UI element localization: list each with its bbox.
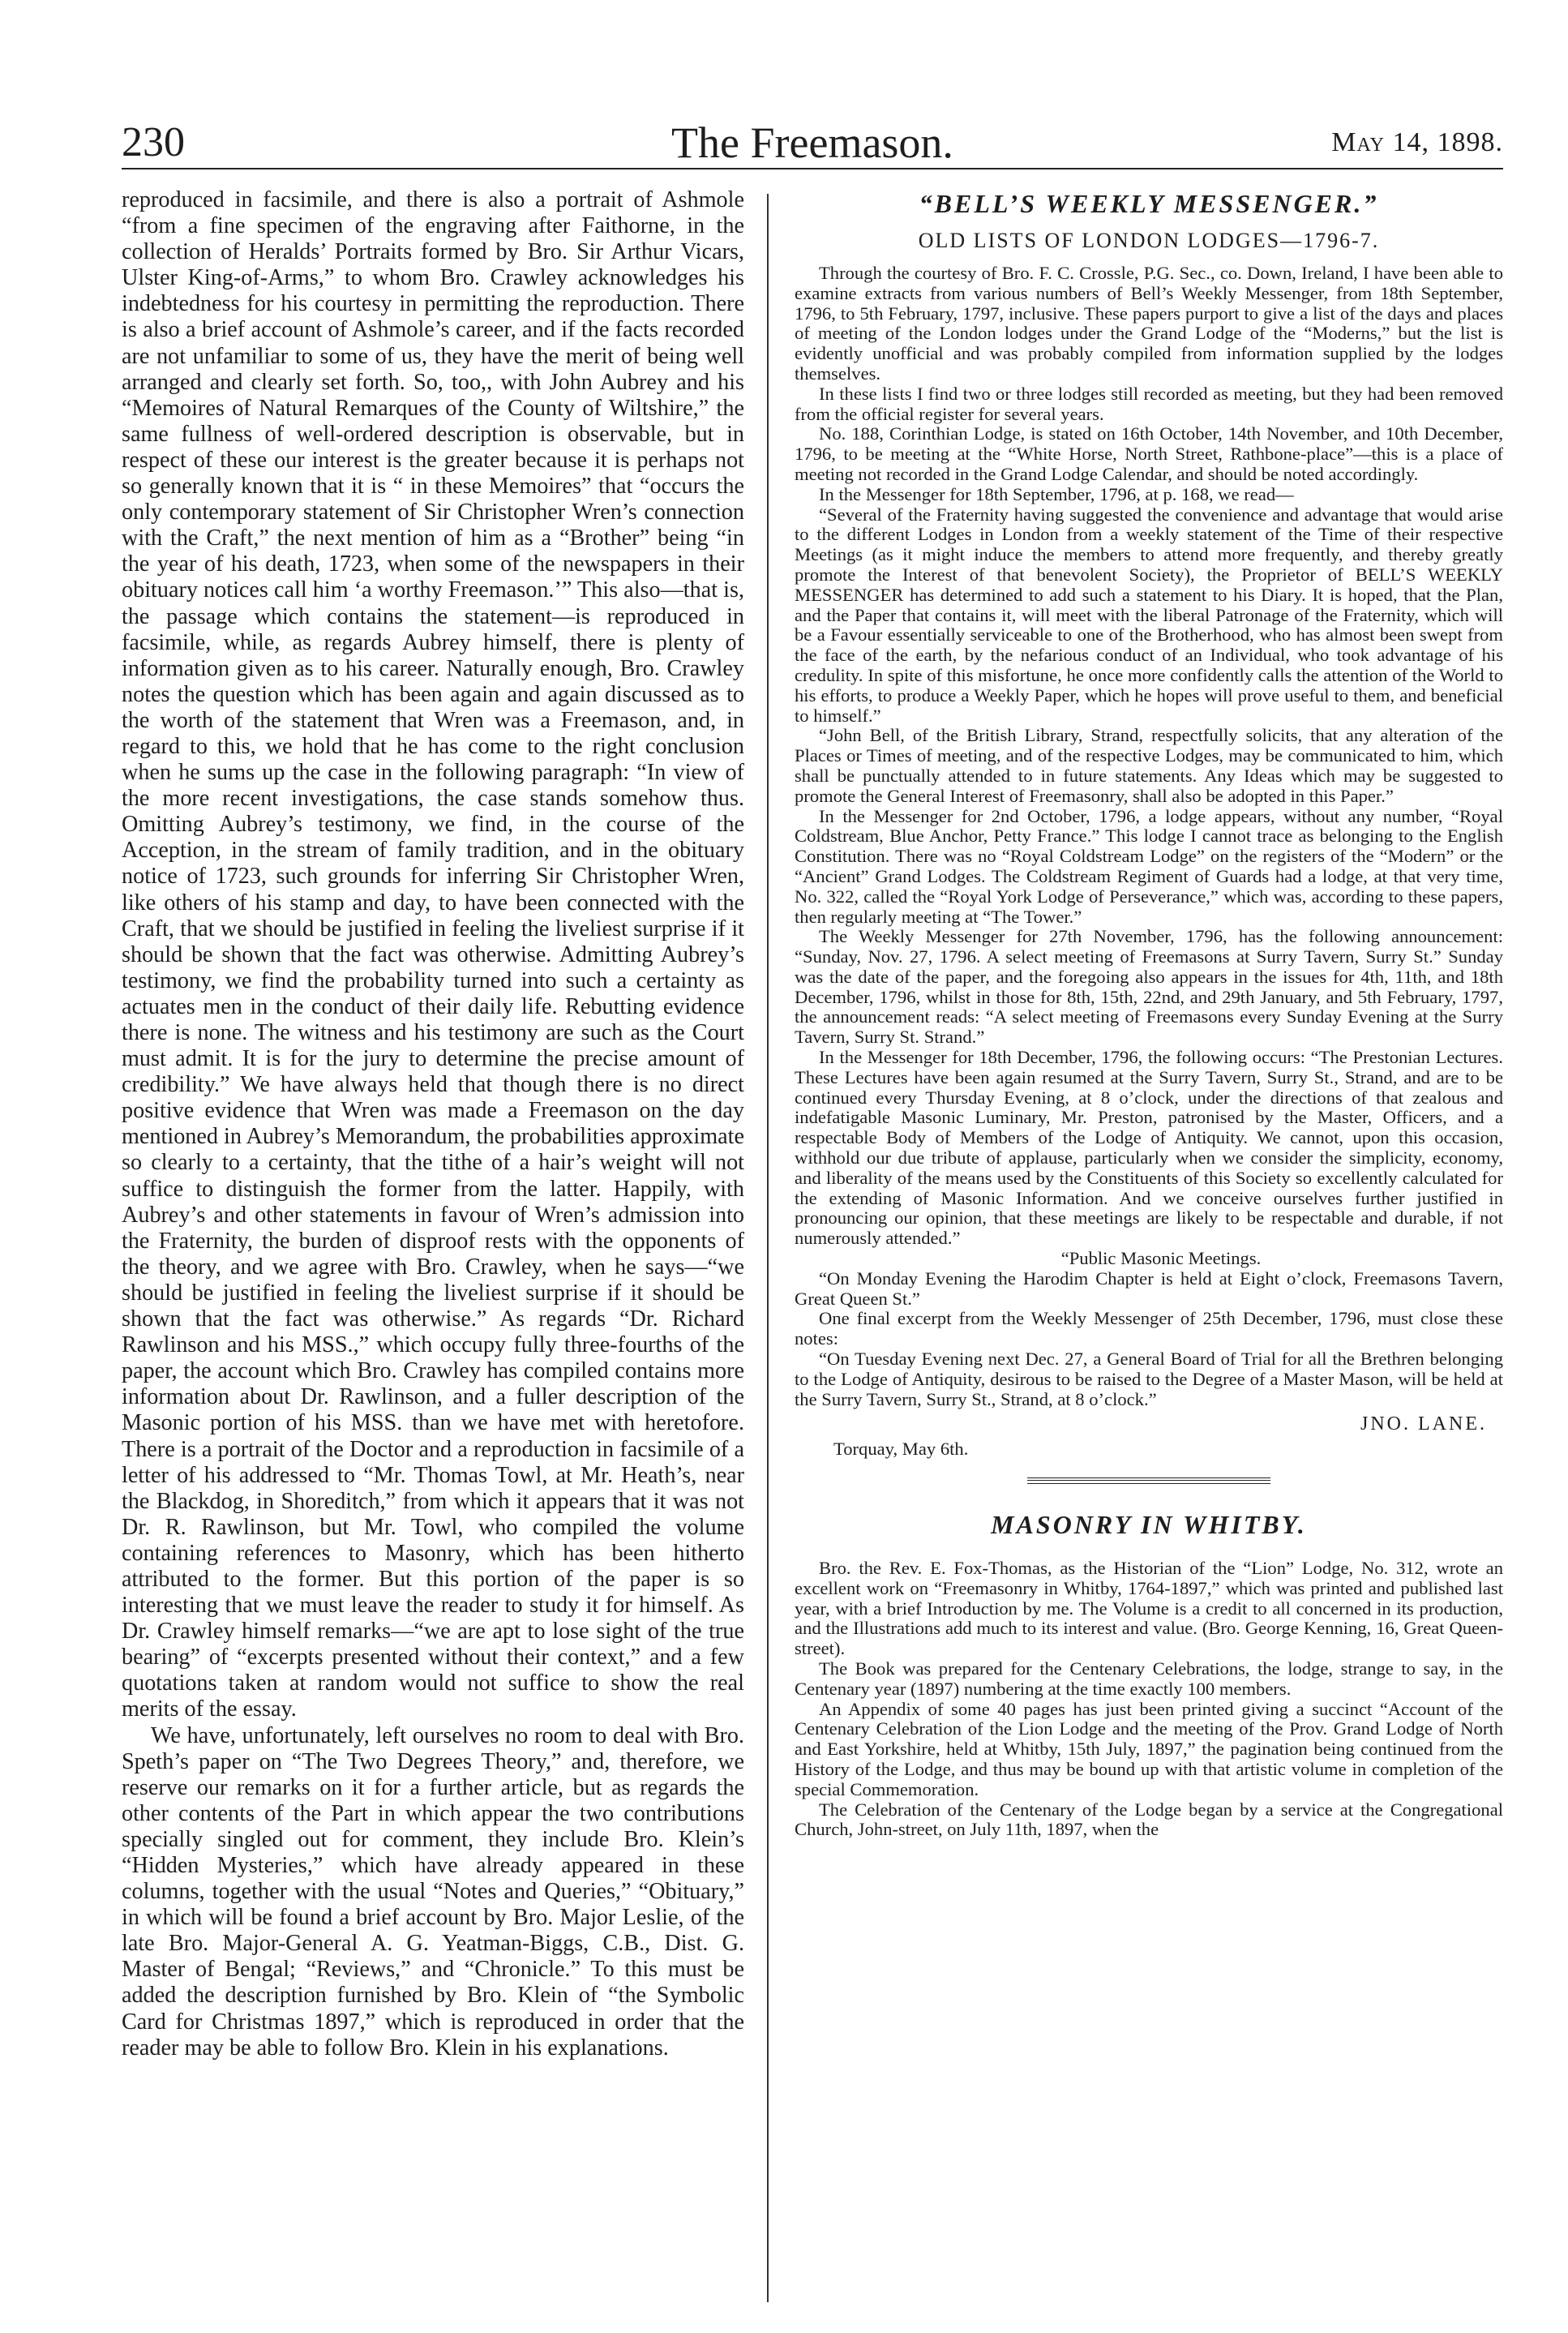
place-date: Torquay, May 6th. xyxy=(833,1439,969,1460)
article-paragraph: In the Messenger for 18th December, 1796, the following occurs: “The Prestonian Lectures. These Lectures have been again resumed at the Surry Tavern, Surry St., Strand, and are to be continued every Thursday Evening, at 8 o’clock, under the directions of that zealous and indefatigable Masonic Luminary, Mr. Preston, patronised by the Master, Officers, and a respectable Body of Members of the Lodge of Antiquity. We cannot, upon this occasion, withhold our due tribute of applause, particularly when we consider the simplicity, economy, and liberality of the means used by the Constituents of this Society so excellently calculated for the extending of Masonic Information. And we conceive ourselves further justified in pronouncing our opinion, that these meetings are likely to be respectable and durable, if not numerously attended.” xyxy=(795,1047,1503,1249)
article-paragraph: The Book was prepared for the Centenary Celebrations, the lodge, strange to say, in the Centenary year (1897) numbering at the time exactly 100 members. xyxy=(795,1658,1503,1699)
masthead xyxy=(122,118,1503,169)
article-paragraph: In these lists I find two or three lodges still recorded as meeting, but they had been removed from the official register for several years. xyxy=(795,383,1503,424)
article-paragraph: In the Messenger for 18th September, 1796, at p. 168, we read— xyxy=(819,483,1294,504)
article-paragraph: reproduced in facsimile, and there is also a portrait of Ashmole “from a fine specimen of the engraving after Faithorne, in the collection of Heralds’ Portraits formed by Bro. Sir Arthur Vicars, Ulster King-of-Arms,” to whom Bro. Crawley acknowledges his indebtedness for his courtesy in permitting the reproduction. There is also a brief account of Ashmole’s career, and if the facts recorded are not unfamiliar to some of us, they have the merit of being well arranged and clearly set forth. So, too,, with John Aubrey and his “Memoires of Natural Remarques of the County of Wiltshire,” the same fullness of well-ordered description is observable, but in respect of these our interest is the greater because it is perhaps not so generally known that it is “ in these Memoires” that “occurs the only contemporary statement of Sir Christopher Wren’s connection with the Craft,” the next mention of him as a “Brother” being “in the year of his death, 1723, when some of the newspapers in their obituary notices call him ‘a worthy Freemason.’” This also—that is, the passage which contains the statement—is reproduced in facsimile, while, as regards Aubrey himself, there is plenty of information given as to his career. Naturally enough, Bro. Crawley notes the question which has been again and again discussed as to the worth of the statement that Wren was a Freemason, and, in regard to this, we hold that he has come to the right conclusion when he sums up the case in the following paragraph: “In view of the more recent investigations, the case stands somehow thus. Omitting Aubrey’s testimony, we find, in the course of the Acception, in the stream of family tradition, and in the obituary notice of 1723, such grounds for inferring Sir Christopher Wren, like others of his stamp and day, to have been connected with the Craft, that we should be justified in feeling the liveliest surprise if it should be shown that the fact was otherwise. Admitting Aubrey’s testimony, we find the probability turned into such a certainty as actuates men in the conduct of their daily life. Rebutting evidence there is none. The witness and his testimony are such as the Court must admit. It is for the jury to determine the precise amount of credibility.” We have always held that though there is no direct positive evidence that Wren was made a Freemason on the day mentioned in Aubrey’s Memorandum, the probabilities approximate so clearly to a certainty, that the tithe of a hair’s weight will not suffice to distinguish the former from the latter. Happily, with Aubrey’s and other statements in favour of Wren’s admission into the Fraternity, the burden of disproof rests with the opponents of the theory, and we agree with Bro. Crawley, when he says—“we should be justified in feeling the liveliest surprise if it should be shown that the fact was otherwise.” As regards “Dr. Richard Rawlinson and his MSS.,” which occupy fully three-fourths of the paper, the account which Bro. Crawley has compiled contains more information about Dr. Rawlinson, and a fuller description of the Masonic portion of his MSS. than we have met with heretofore. There is a portrait of the Doctor and a reproduction in facsimile of a letter of his addressed to “Mr. Thomas Towl, at Mr. Heath’s, near the Blackdog, in Shoreditch,” from which it appears that it was not Dr. R. Rawlinson, but Mr. Towl, who compiled the volume containing references to Masonry, which has been hitherto attributed to the former. But this portion of the paper is so interesting that we must leave the reader to study it for himself. As Dr. Crawley himself remarks—“we are apt to lose sight of the true bearing” of “excerpts presented without their context,” and a few quotations taken at random would not suffice to show the real merits of the essay. xyxy=(122,187,744,1722)
article-paragraph: “On Tuesday Evening next Dec. 27, a General Board of Trial for all the Brethren belonging to the Lodge of Antiquity, desirous to be raised to the Degree of a Master Mason, will be held at the Surry Tavern, Surry St., Strand, at 8 o’clock.” xyxy=(795,1349,1503,1409)
article-paragraph: An Appendix of some 40 pages has just been printed giving a succinct “Account of the Centenary Celebration of the Lion Lodge and the meeting of the Prov. Grand Lodge of North and East Yorkshire, held at Whitby, 15th July, 1897,” the pagination being continued from the History of the Lodge, and thus may be bound up with that artistic volume in completion of the special Commemoration. xyxy=(795,1698,1503,1799)
article-paragraph: “John Bell, of the British Library, Strand, respectfully solicits, that any alteration of the Places or Times of meeting, and of the respective Lodges, may be communicated to him, which shall be punctually attended to in future statements. Any Ideas which may be suggested to promote the General Interest of Freemasonry, shall also be adopted in this Paper.” xyxy=(795,725,1503,806)
section-divider xyxy=(1027,1477,1270,1484)
article-paragraph: “Public Masonic Meetings. xyxy=(1060,1248,1262,1269)
article-paragraph: The Celebration of the Centenary of the Lodge began by a service at the Congregational Church, John-street, on July 11th, 1897, when the xyxy=(795,1799,1503,1840)
newspaper-title: The Freemason. xyxy=(671,118,953,167)
section-title-masonry-whitby: MASONRY IN WHITBY. xyxy=(991,1510,1307,1540)
article-paragraph: No. 188, Corinthian Lodge, is stated on 16th October, 14th November, and 10th December, 1796, to be meeting at the “White Horse, North Street, Rathbone-place”—this is a place of meeting not recorded in the Grand Lodge Calendar, and should be noted accordingly. xyxy=(795,423,1503,484)
left-column xyxy=(122,187,767,2302)
section-subtitle: OLD LISTS OF LONDON LODGES—1796-7. xyxy=(918,229,1380,252)
right-column xyxy=(769,187,1503,2302)
article-paragraph: Through the courtesy of Bro. F. C. Crossle, P.G. Sec., co. Down, Ireland, I have been able to examine extracts from various numbers of Bell’s Weekly Messenger, from 18th September, 1796, to 5th February, 1797, inclusive. These papers purport to give a list of the days and places of meeting of the London lodges under the Grand Lodge of the “Moderns,” but the list is evidently unofficial and was probably compiled from information supplied by the lodges themselves. xyxy=(795,263,1503,384)
article-paragraph: Bro. the Rev. E. Fox-Thomas, as the Historian of the “Lion” Lodge, No. 312, wrote an excellent work on “Freemasonry in Whitby, 1764-1897,” which was printed and published last year, with a brief Introduction by me. The Volume is a credit to all concerned in its production, and the Illustrations add much to its interest and value. (Bro. George Kenning, 16, Great Queen-street). xyxy=(795,1558,1503,1659)
issue-date: May 14, 1898. xyxy=(1331,127,1503,157)
columns xyxy=(122,187,1503,2302)
page-number: 230 xyxy=(122,119,185,165)
author-signature: JNO. LANE. xyxy=(1360,1413,1487,1435)
article-paragraph: The Weekly Messenger for 27th November, 1796, has the following announcement: “Sunday, Nov. 27, 1796. A select meeting of Freemasons at Surry Tavern, Surry St.” Sunday was the date of the paper, and the foregoing also appears in the issues for 4th, 11th, and 18th December, 1796, whilst in those for 8th, 15th, 22nd, and 29th January, and 5th February, 1797, the announcement reads: “A select meeting of Freemasons every Sunday Evening at the Surry Tavern, Surry St. Strand.” xyxy=(795,926,1503,1048)
article-paragraph: In the Messenger for 2nd October, 1796, a lodge appears, without any number, “Royal Coldstream, Blue Anchor, Petty France.” This lodge I cannot trace as belonging to the English Constitution. There was no “Royal Coldstream Lodge” on the registers of the “Modern” or the “Ancient” Grand Lodges. The Coldstream Regiment of Guards had a lodge, at that very time, No. 322, called the “Royal York Lodge of Perseverance,” which was, according to these papers, then regularly meeting at “The Tower.” xyxy=(795,805,1503,927)
article-paragraph: We have, unfortunately, left ourselves no room to deal with Bro. Speth’s paper on “The Two Degrees Theory,” and, therefore, we reserve our remarks on it for a further article, but as regards the other contents of the Part in which appear the two contributions specially singled out for comment, they include Bro. Klein’s “Hidden Mysteries,” which have already appeared in these columns, together with the usual “Notes and Queries,” “Obituary,” in which will be found a brief account by Bro. Major Leslie, of the late Bro. Major-General A. G. Yeatman-Biggs, C.B., Dist. G. Master of Bengal; “Reviews,” and “Chronicle.” To this must be added the description furnished by Bro. Klein of “the Symbolic Card for Christmas 1897,” which is reproduced in order that the reader may be able to follow Bro. Klein in his explanations. xyxy=(122,1722,744,2061)
article-paragraph: One final excerpt from the Weekly Messenger of 25th December, 1796, must close these notes: xyxy=(795,1308,1503,1349)
article-paragraph: “Several of the Fraternity having suggested the convenience and advantage that would arise to the different Lodges in London from a weekly statement of the Time of their respective Meetings (as it might induce the members to attend more frequently, and thereby greatly promote the Interest of that benevolent Society), the Proprietor of BELL’S WEEKLY MESSENGER has determined to add such a statement to his Diary. It is hoped, that the Plan, and the Paper that contains it, will meet with the liberal Patronage of the Fraternity, which will be a Favour essentially serviceable to one of the Brotherhood, who has almost been swept from the face of the earth, by the nefarious conduct of an Individual, who took advantage of his credulity. In spite of this misfortune, he once more confidently calls the attention of the World to his efforts, to produce a Weekly Paper, which he hopes will prove useful to them, and beneficial to himself.” xyxy=(795,504,1503,726)
article-paragraph: “On Monday Evening the Harodim Chapter is held at Eight o’clock, Freemasons Tavern, Great Queen St.” xyxy=(795,1267,1503,1309)
section-title-bells-messenger: “BELL’S WEEKLY MESSENGER.” xyxy=(919,189,1379,218)
